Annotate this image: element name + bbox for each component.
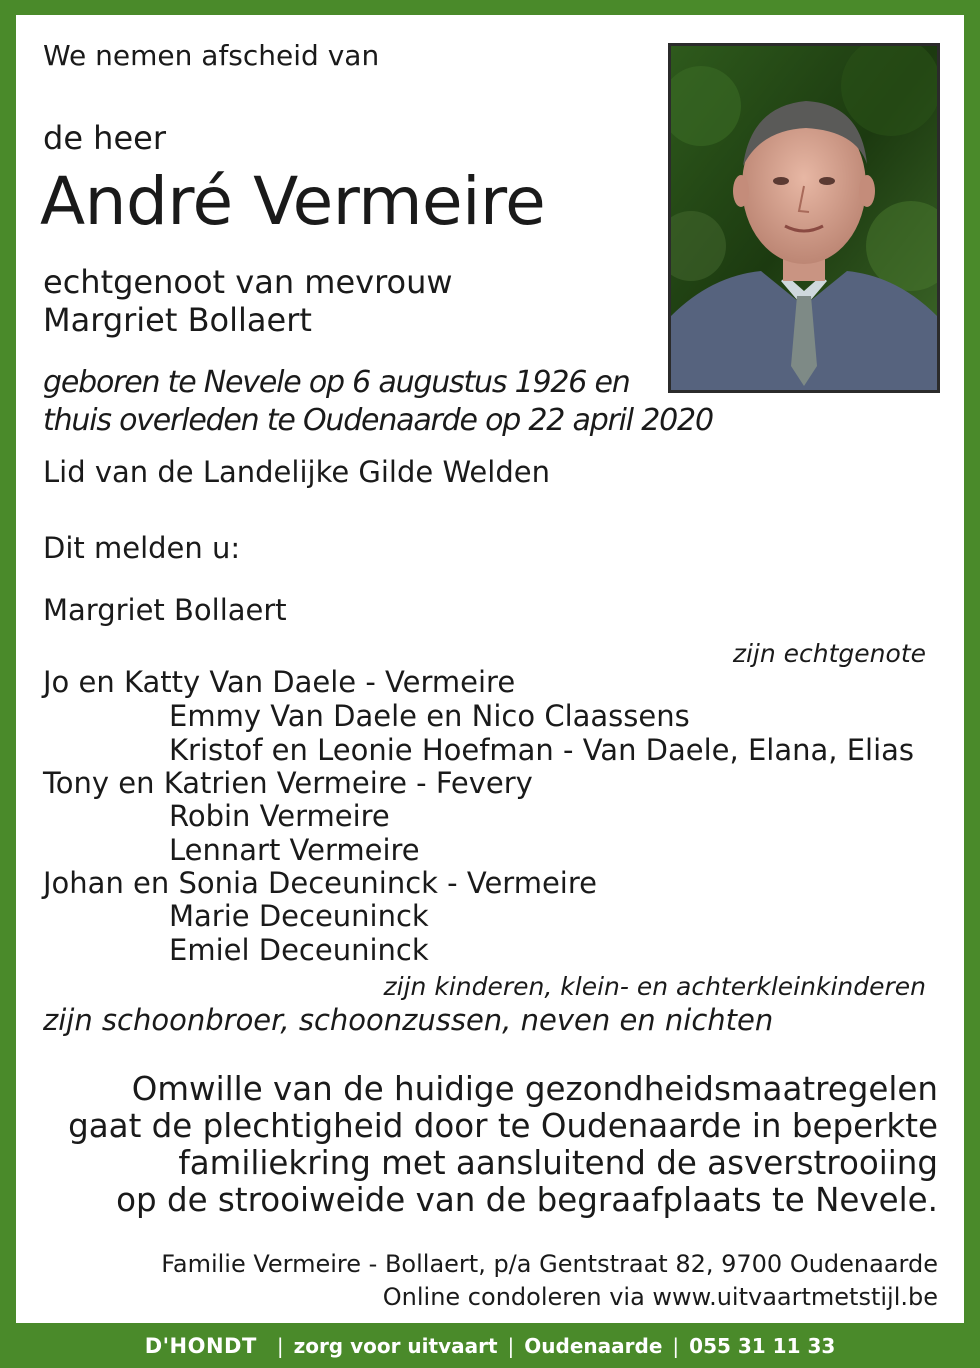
membership-line: Lid van de Landelijke Gilde Welden xyxy=(43,455,550,489)
separator: | xyxy=(507,1333,515,1358)
ceremony-line: op de strooiweide van de begraafplaats te Nevele. xyxy=(116,1181,938,1219)
spouse-line-2: Margriet Bollaert xyxy=(43,301,312,339)
birth-line: geboren te Nevele op 6 augustus 1926 en xyxy=(43,365,630,400)
ceremony-line: Omwille van de huidige gezondheidsmaatregelen xyxy=(131,1070,938,1108)
funeral-home-phone: 055 31 11 33 xyxy=(689,1333,836,1358)
death-line: thuis overleden te Oudenaarde op 22 april 2020 xyxy=(43,403,713,438)
ceremony-line: familiekring met aansluitend de asverstrooiing xyxy=(178,1144,938,1182)
family-member: Kristof en Leonie Hoefman - Van Daele, Elana, Elias xyxy=(169,733,915,767)
death-notice xyxy=(16,15,964,1323)
portrait-image xyxy=(671,46,937,390)
separator: | xyxy=(672,1333,680,1358)
funeral-home-city: Oudenaarde xyxy=(524,1333,663,1358)
family-member: Johan en Sonia Deceuninck - Vermeire xyxy=(43,866,597,900)
family-spouse: Margriet Bollaert xyxy=(43,593,287,627)
ceremony-notice xyxy=(68,1071,938,1219)
children-role: zijn kinderen, klein- en achterkleinkinderen xyxy=(383,972,926,1001)
family-address: Familie Vermeire - Bollaert, p/a Gentstraat 82, 9700 Oudenaarde xyxy=(161,1250,938,1278)
intro-line: We nemen afscheid van xyxy=(43,39,380,72)
spouse-line-1: echtgenoot van mevrouw xyxy=(43,263,453,301)
family-member: Jo en Katty Van Daele - Vermeire xyxy=(43,665,516,699)
funeral-home-logo: D'HONDT xyxy=(144,1333,257,1358)
family-member: Marie Deceuninck xyxy=(169,899,429,933)
family-member: Emiel Deceuninck xyxy=(169,933,429,967)
salutation: de heer xyxy=(43,119,166,157)
family-member: Tony en Katrien Vermeire - Fevery xyxy=(43,766,533,800)
deceased-name: André Vermeire xyxy=(40,163,546,240)
online-condolence: Online condoleren via www.uitvaartmetstijl.be xyxy=(382,1283,938,1311)
family-member: Lennart Vermeire xyxy=(169,833,420,867)
funeral-home-tagline: zorg voor uitvaart xyxy=(293,1333,498,1358)
family-member: Robin Vermeire xyxy=(169,799,390,833)
portrait-photo xyxy=(668,43,940,393)
separator: | xyxy=(276,1333,284,1358)
spouse-role: zijn echtgenote xyxy=(732,639,926,668)
in-laws-line: zijn schoonbroer, schoonzussen, neven en nichten xyxy=(43,1003,774,1037)
ceremony-line: gaat de plechtigheid door te Oudenaarde in beperkte xyxy=(68,1107,938,1145)
funeral-home-bar xyxy=(0,1323,980,1368)
announce-line: Dit melden u: xyxy=(43,531,241,565)
family-member: Emmy Van Daele en Nico Claassens xyxy=(169,699,690,733)
